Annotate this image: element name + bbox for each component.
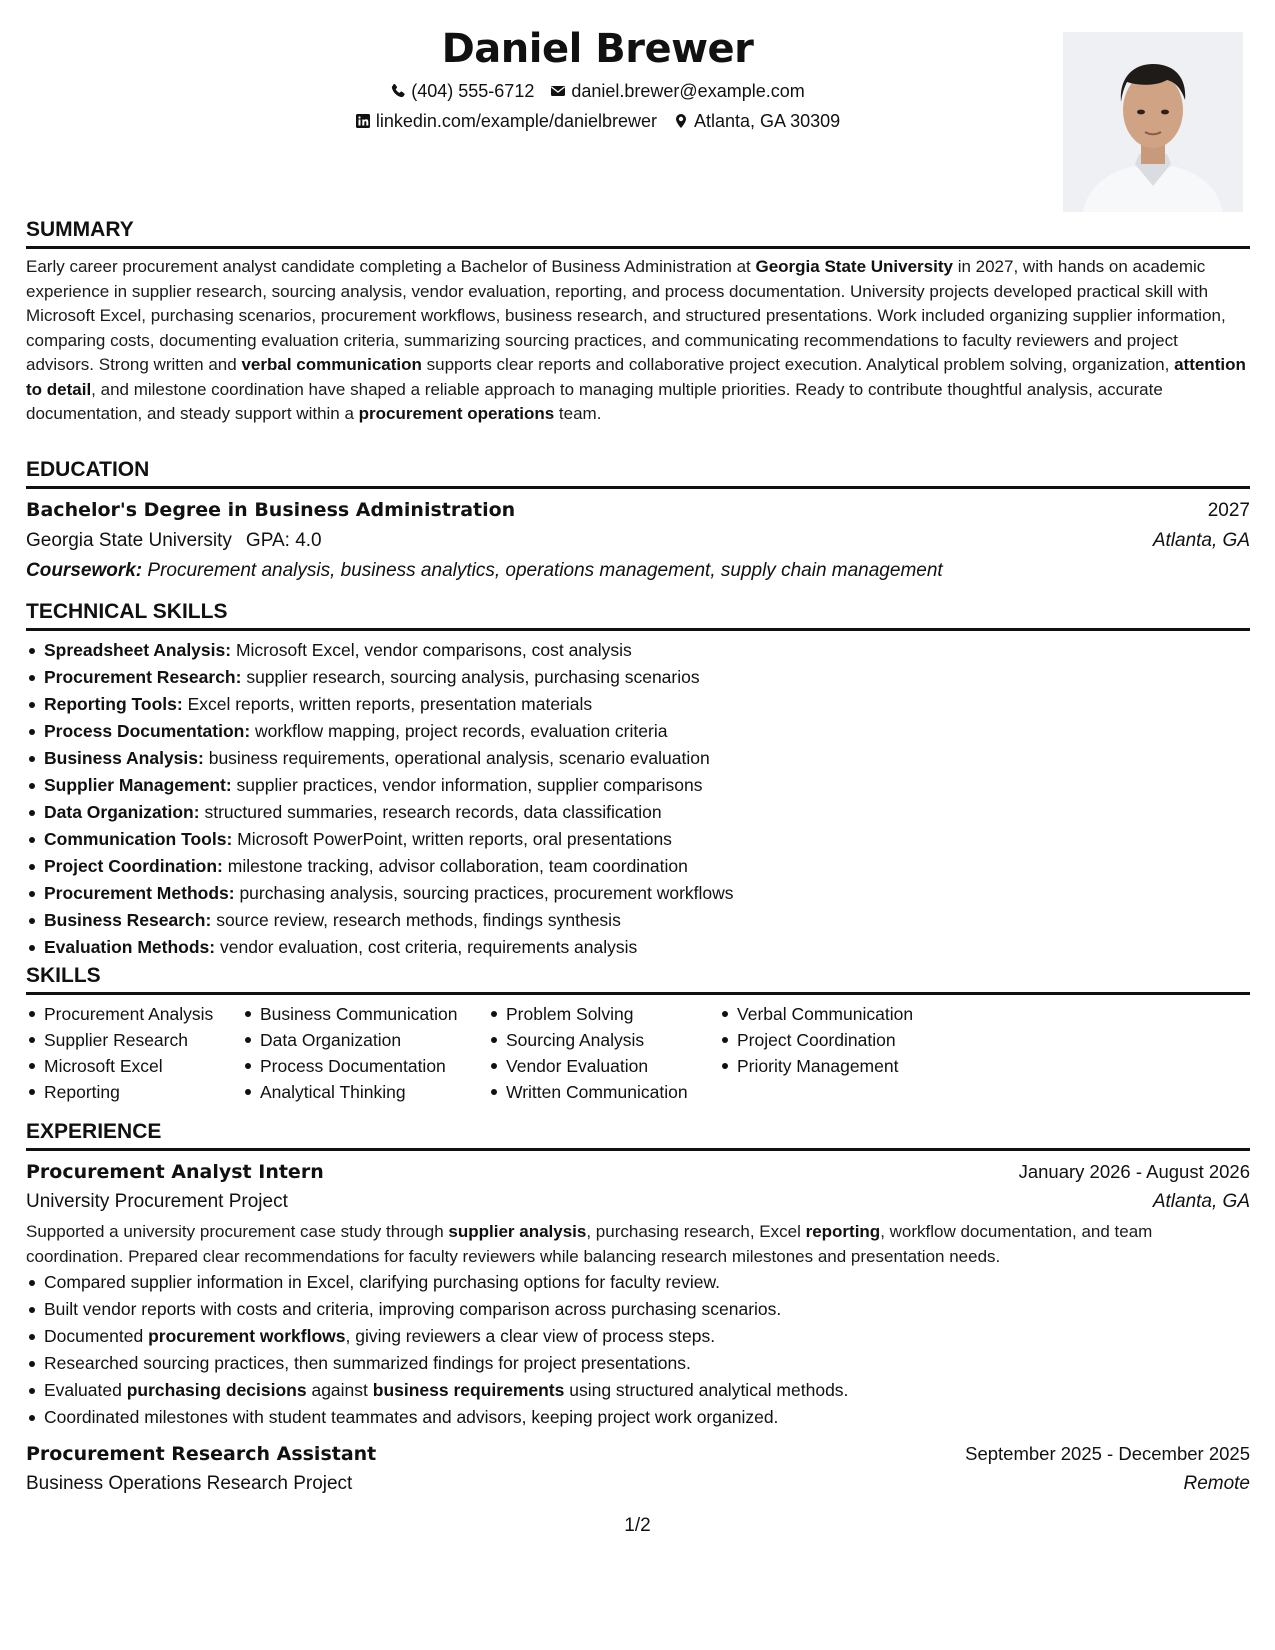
job-entry (26, 1157, 1250, 1431)
text-run: Documented (44, 1326, 149, 1346)
skill-details: source review, research methods, findings synthesis (216, 910, 621, 930)
section-divider (26, 628, 1250, 631)
skill-item: Sourcing Analysis (488, 1027, 719, 1053)
skill-item: Supplier Research (26, 1027, 242, 1053)
phone-text: (404) 555-6712 (411, 81, 535, 101)
job-title-row (26, 1439, 1250, 1469)
skill-item: Analytical Thinking (242, 1079, 488, 1105)
skills-grid (26, 1001, 1250, 1105)
linkedin-text: linkedin.com/example/danielbrewer (375, 111, 658, 131)
section-divider (26, 1148, 1250, 1151)
skill-item: Process Documentation (242, 1053, 488, 1079)
skill-category: Business Research: (44, 910, 212, 930)
gpa: GPA: 4.0 (245, 530, 322, 551)
skills-column (719, 1001, 959, 1105)
page-number: 1/2 (624, 1515, 651, 1536)
location-contact (673, 106, 840, 136)
technical-skill-item (26, 637, 1250, 664)
skill-details: Microsoft PowerPoint, written reports, oral presentations (237, 829, 672, 849)
skill-item: Microsoft Excel (26, 1053, 242, 1079)
technical-skill-item (26, 934, 1250, 961)
job-dates: January 2026 - August 2026 (1018, 1161, 1250, 1182)
job-title-row (26, 1157, 1250, 1187)
text-run: , purchasing research, Excel (586, 1222, 806, 1241)
skill-item: Written Communication (488, 1079, 719, 1105)
email-text: daniel.brewer@example.com (571, 81, 805, 101)
skill-details: business requirements, operational analysis, scenario evaluation (208, 748, 710, 768)
job-dates: September 2025 - December 2025 (965, 1443, 1250, 1464)
job-location: Atlanta, GA (1152, 1191, 1250, 1212)
skill-details: milestone tracking, advisor collaboration, team coordination (227, 856, 688, 876)
technical-skill-item (26, 745, 1250, 772)
job-org-row (26, 1469, 1250, 1499)
candidate-name: Daniel Brewer (441, 26, 754, 72)
text-run: in 2027, with hands on academic experience in supplier research, sourcing analysis, vendor evaluation, reporting, and process documentation. University projects developed practical skill with Microsoft Excel, purchasing scenarios, procurement workflows, business research, and structured presentations. Work included organizing supplier information, comparing costs, documenting evaluation criteria, summarizing sourcing practices, and communicating recommendations to faculty reviewers and project advisors. Strong written and (26, 257, 1226, 374)
skill-details: purchasing analysis, sourcing practices, procurement workflows (239, 883, 734, 903)
technical-skill-item (26, 826, 1250, 853)
text-run: Supported a university procurement case study through (26, 1222, 449, 1241)
section-divider (26, 992, 1250, 995)
skill-details: supplier practices, vendor information, supplier comparisons (236, 775, 703, 795)
summary-section (26, 216, 1250, 427)
location-text: Atlanta, GA 30309 (694, 111, 841, 131)
technical-skills-list (26, 637, 1250, 961)
emphasis-text: verbal communication (241, 355, 422, 374)
job-bullet (26, 1269, 1250, 1296)
skill-item: Project Coordination (719, 1027, 959, 1053)
phone-icon (390, 83, 406, 99)
degree-row (26, 495, 1250, 526)
skills-heading: SKILLS (26, 964, 101, 987)
skill-item: Business Communication (242, 1001, 488, 1027)
emphasis-text: reporting (805, 1222, 881, 1241)
skill-details: vendor evaluation, cost criteria, requirements analysis (220, 937, 638, 957)
emphasis-text: attention to detail (26, 355, 1246, 399)
job-title: Procurement Analyst Intern (26, 1161, 324, 1183)
emphasis-text: purchasing decisions (126, 1380, 307, 1400)
text-run: Compared supplier information in Excel, clarifying purchasing options for faculty review. (44, 1272, 721, 1292)
text-run: against (306, 1380, 373, 1400)
text-run: Built vendor reports with costs and criteria, improving comparison across purchasing scenarios. (44, 1299, 782, 1319)
technical-skill-item (26, 718, 1250, 745)
coursework-label: Coursework: (26, 560, 143, 581)
skill-item: Priority Management (719, 1053, 959, 1079)
skill-item: Reporting (26, 1079, 242, 1105)
skills-column (26, 1001, 242, 1105)
emphasis-text: supplier analysis (448, 1222, 587, 1241)
job-summary (26, 1220, 1250, 1269)
portrait-image (1063, 32, 1243, 212)
text-run: Researched sourcing practices, then summarized findings for project presentations. (44, 1353, 691, 1373)
section-divider (26, 246, 1250, 249)
emphasis-text: Georgia State University (755, 257, 953, 276)
degree-year: 2027 (1207, 500, 1250, 521)
technical-skill-item (26, 907, 1250, 934)
technical-skills-heading: TECHNICAL SKILLS (26, 600, 228, 623)
job-title: Procurement Research Assistant (26, 1443, 377, 1465)
skill-category: Procurement Methods: (44, 883, 235, 903)
skill-details: supplier research, sourcing analysis, purchasing scenarios (246, 667, 700, 687)
phone-contact[interactable] (390, 76, 534, 106)
job-location: Remote (1183, 1473, 1250, 1494)
linkedin-contact[interactable] (355, 106, 657, 136)
school-location: Atlanta, GA (1152, 530, 1250, 551)
text-run: Evaluated (44, 1380, 127, 1400)
skill-item: Vendor Evaluation (488, 1053, 719, 1079)
school-row (26, 526, 1250, 556)
skill-category: Data Organization: (44, 802, 200, 822)
skill-category: Reporting Tools: (44, 694, 183, 714)
skill-details: workflow mapping, project records, evaluation criteria (255, 721, 668, 741)
linkedin-icon (355, 113, 371, 129)
job-org: Business Operations Research Project (26, 1473, 353, 1494)
skills-column (242, 1001, 488, 1105)
technical-skill-item (26, 853, 1250, 880)
summary-heading: SUMMARY (26, 218, 134, 241)
skill-details: structured summaries, research records, data classification (204, 802, 662, 822)
skill-category: Process Documentation: (44, 721, 251, 741)
technical-skill-item (26, 880, 1250, 907)
text-run: using structured analytical methods. (564, 1380, 849, 1400)
job-org: University Procurement Project (26, 1191, 288, 1212)
text-run: team. (554, 404, 602, 423)
job-bullet (26, 1350, 1250, 1377)
school-name: Georgia State University (26, 530, 232, 551)
summary-paragraph (26, 255, 1250, 427)
map-pin-icon (673, 113, 689, 129)
skill-item: Verbal Communication (719, 1001, 959, 1027)
text-run: , and milestone coordination have shaped a reliable approach to managing multiple priorities. Ready to contribute thoughtful analysis, accurate documentation, and steady support within a (26, 379, 1163, 423)
job-bullets (26, 1269, 1250, 1431)
technical-skill-item (26, 664, 1250, 691)
job-entry (26, 1439, 1250, 1499)
skill-category: Spreadsheet Analysis: (44, 640, 232, 660)
skill-details: Microsoft Excel, vendor comparisons, cost analysis (235, 640, 632, 660)
emphasis-text: procurement workflows (148, 1326, 346, 1346)
text-run: supports clear reports and collaborative project execution. Analytical problem solving, organization, (421, 355, 1175, 374)
technical-skills-section (26, 598, 1250, 961)
envelope-icon (550, 83, 566, 99)
emphasis-text: business requirements (372, 1380, 565, 1400)
skill-category: Business Analysis: (44, 748, 204, 768)
job-bullet (26, 1404, 1250, 1431)
degree-title: Bachelor's Degree in Business Administration (26, 499, 516, 521)
job-bullet (26, 1377, 1250, 1404)
job-bullet (26, 1323, 1250, 1350)
skill-category: Communication Tools: (44, 829, 233, 849)
technical-skill-item (26, 691, 1250, 718)
technical-skill-item (26, 799, 1250, 826)
text-run: Early career procurement analyst candidate completing a Bachelor of Business Administration at (26, 257, 756, 276)
skill-item: Procurement Analysis (26, 1001, 242, 1027)
experience-heading: EXPERIENCE (26, 1120, 162, 1143)
school-info (26, 526, 322, 556)
skill-item: Problem Solving (488, 1001, 719, 1027)
skills-column (488, 1001, 719, 1105)
coursework-line (26, 556, 1250, 586)
email-contact[interactable] (550, 76, 804, 106)
skill-category: Supplier Management: (44, 775, 232, 795)
skill-details: Excel reports, written reports, presentation materials (187, 694, 593, 714)
job-org-row (26, 1187, 1250, 1217)
emphasis-text: procurement operations (358, 404, 555, 423)
education-section (26, 456, 1250, 586)
skill-category: Procurement Research: (44, 667, 242, 687)
education-heading: EDUCATION (26, 458, 150, 481)
skill-category: Project Coordination: (44, 856, 223, 876)
technical-skill-item (26, 772, 1250, 799)
text-run: , workflow documentation, and team coordination. Prepared clear recommendations for faculty reviewers while balancing research milestones and presentation needs. (26, 1222, 1153, 1266)
text-run: Coordinated milestones with student teammates and advisors, keeping project work organized. (44, 1407, 779, 1427)
coursework-text: Procurement analysis, business analytics, operations management, supply chain management (147, 560, 943, 581)
skill-item: Data Organization (242, 1027, 488, 1053)
skills-section (26, 962, 1250, 1105)
text-run: , giving reviewers a clear view of process steps. (345, 1326, 716, 1346)
profile-photo (1063, 32, 1243, 212)
section-divider (26, 486, 1250, 489)
experience-section (26, 1118, 1250, 1499)
job-bullet (26, 1296, 1250, 1323)
skill-category: Evaluation Methods: (44, 937, 216, 957)
